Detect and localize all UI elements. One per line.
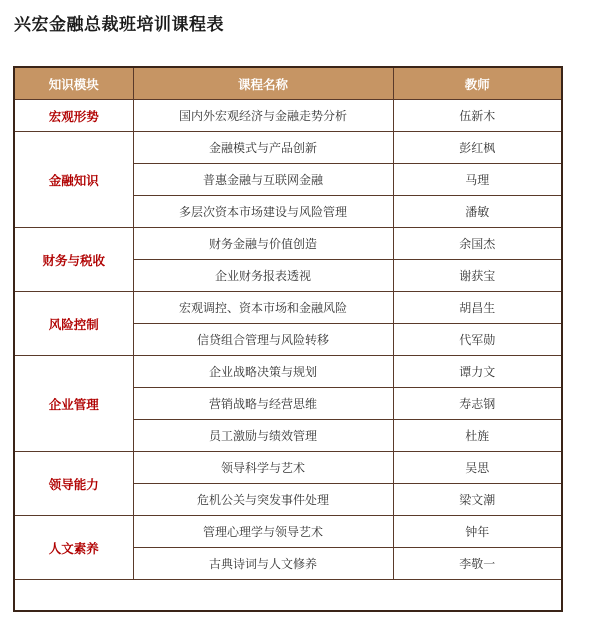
course-cell: 企业财务报表透视 [133,260,393,292]
course-cell: 宏观调控、资本市场和金融风险 [133,292,393,324]
empty-cell [14,580,562,612]
teacher-cell: 吴思 [393,452,562,484]
table-row [14,452,562,484]
table-row [14,292,562,324]
course-cell: 财务金融与价值创造 [133,228,393,260]
module-cell: 金融知识 [14,132,133,228]
course-cell: 普惠金融与互联网金融 [133,164,393,196]
teacher-cell: 彭红枫 [393,132,562,164]
teacher-cell: 代军勋 [393,324,562,356]
empty-row [14,580,562,612]
table-row [14,228,562,260]
module-cell: 人文素养 [14,516,133,580]
page-title: 兴宏金融总裁班培训课程表 [14,15,224,35]
teacher-cell: 钟年 [393,516,562,548]
header-row [14,67,562,100]
table-row [14,100,562,132]
table-header [14,67,562,100]
teacher-cell: 潘敏 [393,196,562,228]
course-cell: 国内外宏观经济与金融走势分析 [133,100,393,132]
course-cell: 领导科学与艺术 [133,452,393,484]
module-cell: 财务与税收 [14,228,133,292]
course-cell: 管理心理学与领导艺术 [133,516,393,548]
course-cell: 信贷组合管理与风险转移 [133,324,393,356]
course-cell: 多层次资本市场建设与风险管理 [133,196,393,228]
teacher-cell: 余国杰 [393,228,562,260]
teacher-cell: 伍新木 [393,100,562,132]
teacher-cell: 杜旌 [393,420,562,452]
course-cell: 古典诗词与人文修养 [133,548,393,580]
teacher-cell: 马理 [393,164,562,196]
module-cell: 风险控制 [14,292,133,356]
course-cell: 金融模式与产品创新 [133,132,393,164]
course-cell: 企业战略决策与规划 [133,356,393,388]
teacher-cell: 寿志钢 [393,388,562,420]
module-cell: 领导能力 [14,452,133,516]
course-table [13,66,563,612]
table-row [14,356,562,388]
table-row [14,132,562,164]
teacher-cell: 谢获宝 [393,260,562,292]
table-row [14,516,562,548]
header-course: 课程名称 [133,67,393,100]
course-cell: 员工激励与绩效管理 [133,420,393,452]
teacher-cell: 梁文潮 [393,484,562,516]
teacher-cell: 谭力文 [393,356,562,388]
module-cell: 企业管理 [14,356,133,452]
header-module: 知识模块 [14,67,133,100]
course-cell: 营销战略与经营思维 [133,388,393,420]
teacher-cell: 李敬一 [393,548,562,580]
table-body [14,100,562,612]
teacher-cell: 胡昌生 [393,292,562,324]
header-teacher: 教师 [393,67,562,100]
module-cell: 宏观形势 [14,100,133,132]
course-cell: 危机公关与突发事件处理 [133,484,393,516]
